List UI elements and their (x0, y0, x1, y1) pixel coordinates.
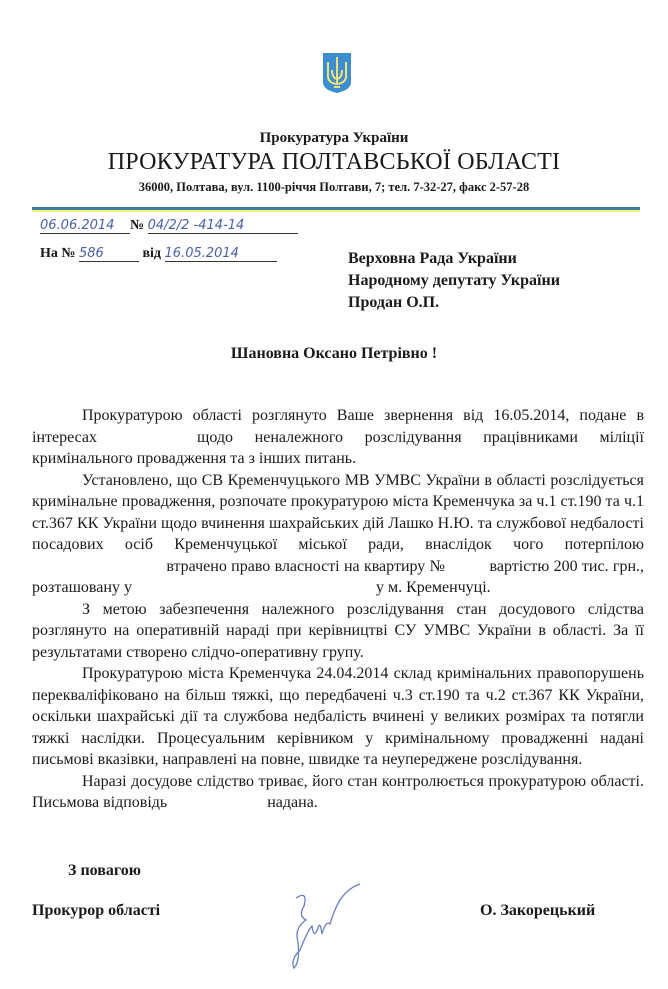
outgoing-number: 04/2/2 -414-14 (148, 218, 298, 234)
paragraph-2-part-c: вартістю 200 тис. грн., розташовану у (32, 557, 645, 596)
paragraph-3: З метою забезпечення належного розслідування стан досудового слідства розглянуто на оперативній нараді при керівництві СУ УМВС України в області. За її результатами створено слідчо-оперативну групу. (32, 600, 644, 661)
stripe-yellow (32, 210, 640, 212)
paragraph-1 (32, 405, 644, 470)
reply-to-label: На № (40, 246, 76, 261)
greeting: Шановна Оксано Петрівно ! (230, 345, 438, 362)
addressee-line-1: Верховна Рада України (348, 250, 517, 267)
reply-to-date: 16.05.2014 (165, 246, 277, 262)
from-label: від (142, 246, 162, 261)
paragraph-2-part-d: у м. Кременчуці. (375, 579, 491, 596)
closing-regards: З повагою (68, 862, 141, 879)
reply-registration (40, 246, 277, 262)
paragraph-1-part-a: Прокуратурою області розглянуто Ваше звернення від 16.05.2014, подане в інтересах (32, 407, 644, 446)
paragraph-2-part-a: Установлено, що СВ Кременчуцького МВ УМВС України в області розслідується кримінальне провадження, розпочате прокуратурою міста Кременчука за ч.1 ст.190 та ч.1 ст.367 КК України щодо вчинення шахрайських дій Лашко Н.Ю. та службової недбалості посадових осіб Кременчуцької міської ради, внаслідок чого потерпілою (32, 471, 644, 553)
reply-to-number: 586 (79, 246, 139, 262)
org-parent: Прокуратура України (259, 130, 409, 146)
handwritten-signature-icon (278, 880, 378, 975)
addressee-block (348, 248, 560, 314)
paragraph-4: Прокуратурою міста Кременчука 24.04.2014 склад кримінальних правопорушень перекваліфіковано на більш тяжкі, що передбачені ч.3 ст.190 та ч.2 ст.367 КК України, оскільки шахрайські дії та службова недбалість вчинені у великих розмірах та потягли тяжкі наслідки. Процесуальним керівником у кримінальному провадженні надані письмові вказівки, направлені на повне, швидке та неупереджене розслідування. (32, 665, 644, 768)
org-name: ПРОКУРАТУРА ПОЛТАВСЬКОЇ ОБЛАСТІ (107, 149, 561, 175)
outgoing-date: 06.06.2014 (40, 218, 130, 234)
addressee-line-2: Народному депутату України (348, 272, 560, 289)
paragraph-2 (32, 470, 644, 599)
outgoing-registration (40, 218, 298, 234)
paragraph-1-part-b: щодо неналежного розслідування працівниками міліції кримінального провадження та з інших питань. (32, 428, 644, 467)
letter-body (32, 405, 644, 814)
signer-position: Прокурор області (32, 902, 161, 919)
ukraine-trident-icon (322, 52, 352, 94)
paragraph-5-part-b: надана. (267, 794, 318, 811)
paragraph-5 (32, 771, 644, 814)
org-address: 36000, Полтава, вул. 1100-річчя Полтави, 7; тел. 7-32-27, факс 2-57-28 (138, 180, 530, 194)
paragraph-5-part-a: Наразі досудове слідство триває, його стан контролюється прокуратурою області. Письмова відповідь (32, 772, 644, 811)
letterhead-stripe (32, 207, 640, 213)
signer-name: О. Закорецький (480, 902, 596, 919)
addressee-line-3: Продан О.П. (348, 294, 440, 311)
number-sign: № (130, 218, 145, 233)
paragraph-2-part-b: втрачено право власності на квартиру № (166, 557, 446, 575)
